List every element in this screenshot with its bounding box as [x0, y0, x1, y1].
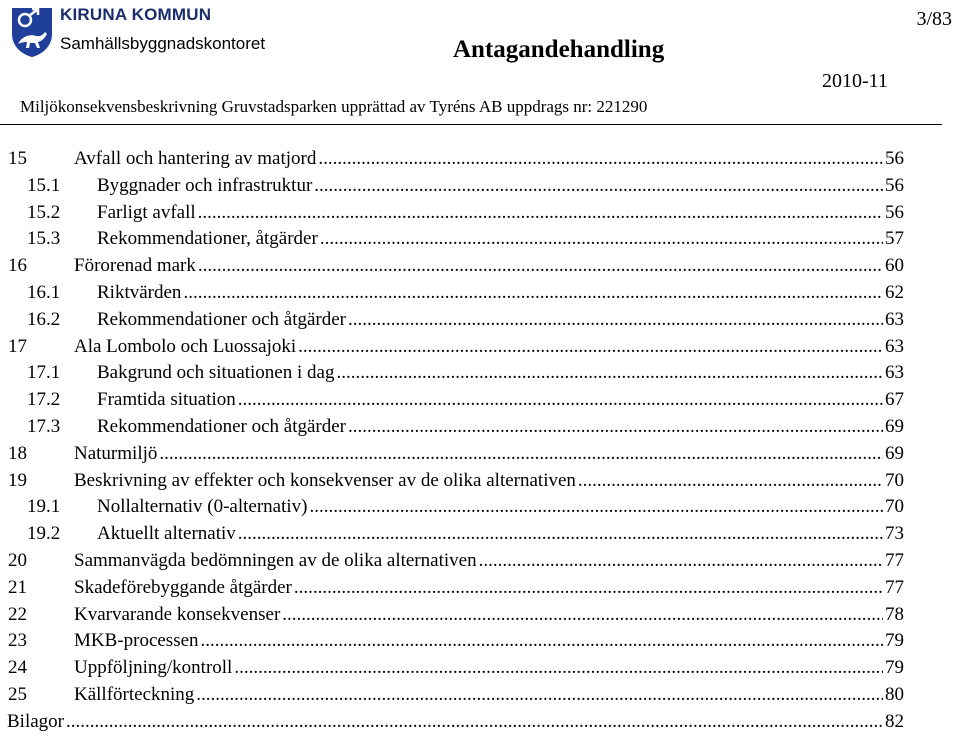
toc-dot-leader: [282, 602, 883, 628]
toc-section-number: 17: [8, 335, 27, 357]
toc-section-number: 15.1: [27, 174, 61, 196]
toc-row: [0, 360, 904, 386]
toc-section-number: 15: [8, 148, 27, 169]
toc-row: [0, 709, 904, 735]
header-divider: [0, 124, 942, 125]
toc-entry-link[interactable]: [97, 521, 904, 547]
document-status: Antagandehandling: [453, 36, 665, 63]
toc-page-number: 70: [885, 469, 904, 491]
toc-section-number: 16: [8, 255, 27, 277]
document-subtitle: Miljökonsekvensbeskrivning Gruvstadsparken upprättad av Tyréns AB uppdrags nr: 221290: [20, 97, 648, 116]
toc-page-number: 56: [885, 148, 904, 169]
toc-section-title: Rekommendationer och åtgärder: [97, 308, 347, 330]
toc-page-number: 79: [885, 630, 904, 652]
toc-entry-link[interactable]: [97, 307, 904, 333]
toc-section-title: Ala Lombolo och Luossajoki: [74, 335, 297, 357]
toc-section-title: Farligt avfall: [97, 201, 196, 223]
toc-section-number: 17.3: [27, 416, 61, 437]
toc-section-number: 16.2: [27, 308, 61, 330]
toc-section-title: Rekommendationer och åtgärder: [97, 416, 347, 437]
toc-entry-link[interactable]: [74, 146, 904, 172]
toc-entry-link[interactable]: [97, 226, 904, 252]
toc-page-number: 60: [885, 255, 904, 277]
toc-row: [0, 226, 904, 252]
toc-row: [0, 173, 904, 199]
toc-dot-leader: [238, 387, 883, 413]
toc-dot-leader: [320, 226, 883, 252]
toc-entry-link[interactable]: [74, 602, 904, 628]
toc-section-number: 16.1: [27, 282, 61, 303]
toc-page-number: 77: [885, 550, 904, 571]
toc-section-number: 20: [8, 550, 27, 571]
toc-dot-leader: [348, 307, 883, 333]
toc-section-title: Avfall och hantering av matjord: [74, 148, 317, 169]
page-header: [0, 0, 960, 128]
toc-page-number: 63: [885, 362, 904, 384]
toc-entry-link[interactable]: [74, 441, 904, 467]
toc-dot-leader: [196, 682, 883, 708]
toc-dot-leader: [479, 548, 883, 574]
toc-row: [0, 307, 904, 333]
toc-entry-link[interactable]: [74, 628, 904, 654]
toc-row: [0, 602, 904, 628]
toc-entry-link[interactable]: [97, 387, 904, 413]
toc-dot-leader: [159, 441, 883, 467]
toc-page-number: 56: [885, 174, 904, 196]
toc-page-number: 62: [885, 282, 904, 303]
toc-section-title: Bakgrund och situationen i dag: [97, 362, 335, 384]
toc-section-title: Bilagor: [7, 710, 64, 732]
toc-section-number: 17.2: [27, 389, 61, 411]
toc-section-title: Uppföljning/kontroll: [74, 657, 233, 679]
toc-entry-link[interactable]: [74, 548, 904, 574]
toc-section-title: Aktuellt alternativ: [97, 523, 236, 545]
toc-section-number: 24: [8, 657, 27, 679]
toc-entry-link[interactable]: [74, 334, 904, 360]
toc-page-number: 69: [885, 442, 904, 464]
toc-section-title: Riktvärden: [97, 282, 182, 303]
toc-dot-leader: [310, 494, 884, 520]
toc-row: [0, 280, 904, 306]
organization-name: KIRUNA KOMMUN: [60, 5, 212, 24]
toc-entry-link[interactable]: [74, 253, 904, 279]
toc-section-title: Naturmiljö: [74, 442, 158, 464]
toc-page-number: 78: [885, 603, 904, 625]
toc-section-title: Skadeförebyggande åtgärder: [74, 576, 292, 598]
toc-entry-link[interactable]: [97, 494, 904, 520]
toc-section-number: 18: [8, 442, 27, 464]
toc-row: [0, 628, 904, 654]
toc-dot-leader: [198, 200, 883, 226]
toc-row: [0, 200, 904, 226]
toc-row: [0, 146, 904, 172]
toc-entry-link[interactable]: [74, 655, 904, 681]
toc-page-number: 56: [885, 201, 904, 223]
toc-row: [0, 441, 904, 467]
toc-page-number: 67: [885, 389, 904, 411]
toc-page-number: 57: [885, 228, 904, 250]
toc-dot-leader: [294, 575, 883, 601]
toc-row: [0, 253, 904, 279]
toc-dot-leader: [183, 280, 883, 306]
toc-section-title: Kvarvarande konsekvenser: [74, 603, 281, 625]
page-number: 3/83: [916, 8, 952, 30]
toc-row: [0, 494, 904, 520]
toc-dot-leader: [238, 521, 883, 547]
toc-row: [0, 334, 904, 360]
toc-dot-leader: [234, 655, 883, 681]
toc-entry-link[interactable]: [74, 575, 904, 601]
toc-dot-leader: [314, 173, 883, 199]
toc-section-title: MKB-processen: [74, 630, 199, 652]
toc-section-title: Sammanvägda bedömningen av de olika alternativen: [74, 550, 477, 571]
toc-dot-leader: [318, 146, 883, 172]
toc-row: [0, 414, 904, 440]
toc-page-number: 63: [885, 308, 904, 330]
toc-dot-leader: [348, 414, 883, 440]
toc-page-number: 63: [885, 335, 904, 357]
toc-page-number: 73: [885, 523, 904, 545]
toc-entry-link[interactable]: [97, 360, 904, 386]
toc-section-title: Beskrivning av effekter och konsekvenser av de olika alternativen: [74, 469, 576, 491]
toc-section-number: 22: [8, 603, 27, 625]
toc-dot-leader: [201, 628, 883, 654]
toc-section-number: 23: [8, 630, 27, 652]
document-date: 2010-11: [822, 70, 888, 92]
toc-section-number: 25: [8, 684, 27, 705]
toc-page-number: 77: [885, 576, 904, 598]
toc-section-number: 21: [8, 576, 27, 598]
toc-section-title: Rekommendationer, åtgärder: [97, 228, 318, 250]
toc-section-title: Nollalternativ (0-alternativ): [97, 496, 308, 518]
toc-row: [0, 575, 904, 601]
toc-dot-leader: [198, 253, 883, 279]
toc-section-number: 19.2: [27, 523, 61, 545]
toc-page-number: 70: [885, 496, 904, 518]
toc-section-number: 19.1: [27, 496, 61, 518]
toc-dot-leader: [66, 709, 883, 735]
toc-entry-link[interactable]: [7, 709, 904, 735]
toc-page-number: 69: [885, 416, 904, 437]
toc-entry-link[interactable]: [97, 280, 904, 306]
toc-row: [0, 655, 904, 681]
toc-entry-link[interactable]: [97, 200, 904, 226]
kiruna-coat-of-arms-icon: [10, 6, 54, 58]
toc-entry-link[interactable]: [74, 682, 904, 708]
toc-row: [0, 521, 904, 547]
toc-dot-leader: [578, 468, 883, 494]
toc-section-number: 19: [8, 469, 27, 491]
toc-entry-link[interactable]: [74, 468, 904, 494]
toc-dot-leader: [298, 334, 883, 360]
toc-section-title: Framtida situation: [97, 389, 236, 411]
toc-row: [0, 387, 904, 413]
toc-entry-link[interactable]: [97, 173, 904, 199]
toc-page-number: 82: [885, 710, 904, 732]
toc-section-number: 15.2: [27, 201, 61, 223]
toc-page-number: 79: [885, 657, 904, 679]
toc-row: [0, 548, 904, 574]
toc-row: [0, 682, 904, 708]
toc-section-number: 17.1: [27, 362, 61, 384]
toc-entry-link[interactable]: [97, 414, 904, 440]
toc-section-title: Källförteckning: [74, 684, 195, 705]
toc-dot-leader: [336, 360, 883, 386]
toc-row: [0, 468, 904, 494]
toc-page-number: 80: [885, 684, 904, 705]
toc-section-title: Byggnader och infrastruktur: [97, 174, 313, 196]
department-name: Samhällsbyggnadskontoret: [60, 34, 266, 53]
toc-section-number: 15.3: [27, 228, 61, 250]
toc-section-title: Förorenad mark: [74, 255, 196, 277]
